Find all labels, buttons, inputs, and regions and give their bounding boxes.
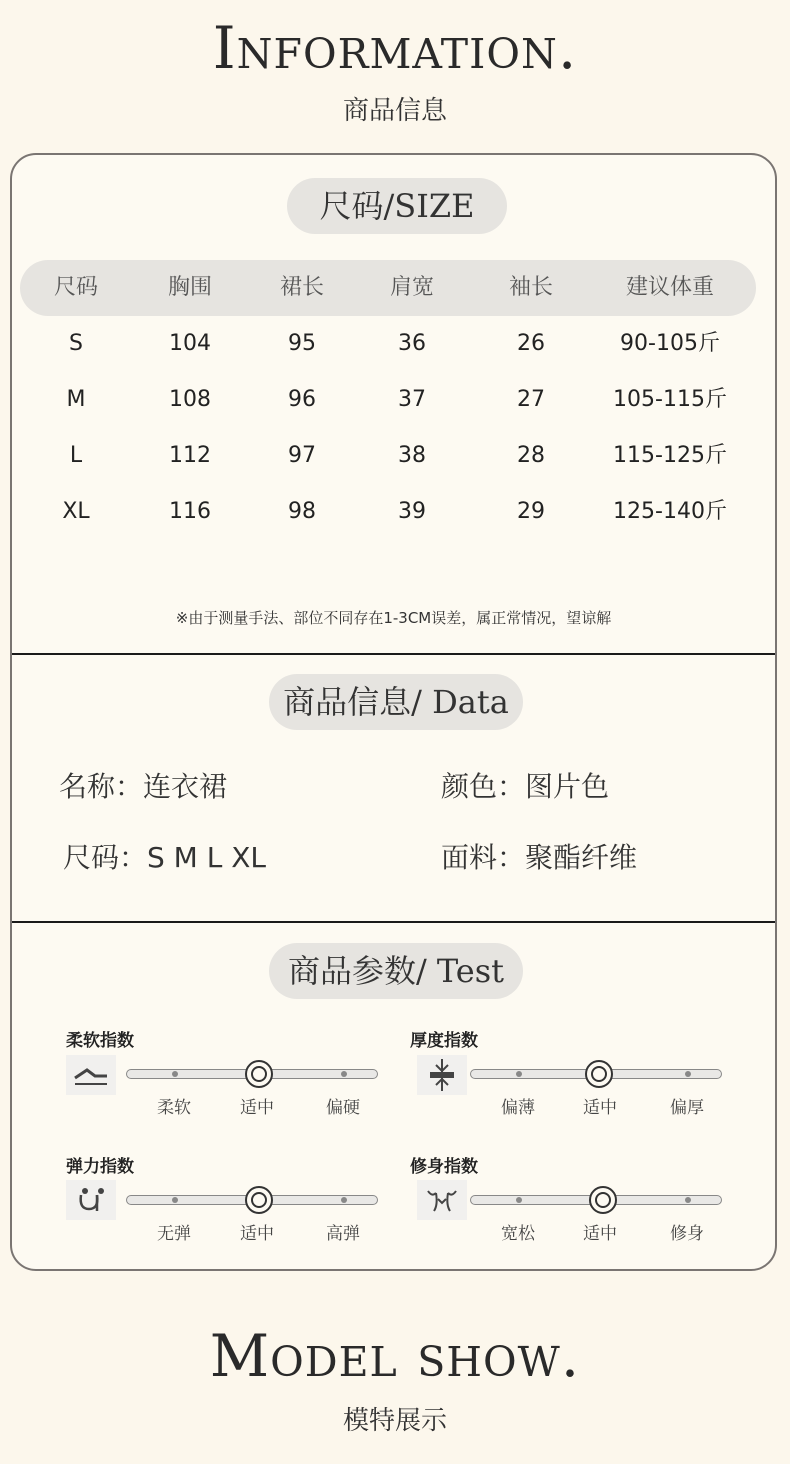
table-cell: 116 [169,499,211,524]
elasticity-title: 弹力指数 [66,1157,134,1177]
scale-dot [685,1197,691,1203]
thickness-icon [417,1055,467,1095]
test-section-pill: 商品参数/ Test [269,943,523,999]
product-sizes: 尺码：S M L XL [63,841,267,874]
softness-icon [66,1055,116,1095]
model-show-subheading: 模特展示 [342,1406,447,1436]
elasticity-icon [66,1180,116,1220]
table-cell: L [69,443,83,468]
scale-label: 适中 [240,1224,274,1244]
table-cell: 27 [517,387,545,412]
data-section-pill: 商品信息/ Data [269,674,523,730]
scale-label: 适中 [583,1224,617,1244]
elasticity-scale [126,1195,378,1205]
fit-title: 修身指数 [410,1157,478,1177]
scale-dot [172,1071,178,1077]
table-cell: 95 [288,331,316,356]
table-cell: 96 [288,387,316,412]
thickness-scale [470,1069,722,1079]
table-cell: 39 [398,499,426,524]
fit-indicator [589,1186,617,1214]
product-info-card [10,153,777,1271]
col-weight: 建议体重 [625,275,714,300]
scale-dot [341,1197,347,1203]
elasticity-indicator [245,1186,273,1214]
col-sleeve: 袖长 [508,275,553,300]
table-row [20,316,756,372]
col-shoulder: 肩宽 [389,275,434,300]
model-show-heading: Model show. [209,1322,581,1390]
scale-label: 适中 [240,1098,274,1118]
col-bust: 胸围 [167,275,212,300]
table-cell: 38 [398,443,426,468]
table-cell: 26 [517,331,545,356]
product-fabric: 面料：聚酯纤维 [441,841,638,874]
information-subheading: 商品信息 [342,96,447,126]
table-cell: 115-125斤 [613,443,727,468]
fit-icon [417,1180,467,1220]
table-cell: 105-115斤 [613,387,727,412]
table-cell: 90-105斤 [620,331,720,356]
table-row [20,484,756,540]
information-heading: Information. [212,14,578,82]
measurement-note: ※由于测量手法、部位不同存在1-3CM误差，属正常情况，望谅解 [175,609,612,627]
scale-label: 无弹 [157,1224,191,1244]
softness-scale [126,1069,378,1079]
scale-dot [341,1071,347,1077]
softness-title: 柔软指数 [66,1031,134,1051]
table-row [20,428,756,484]
col-size: 尺码 [53,275,98,300]
table-cell: 108 [169,387,211,412]
scale-label: 宽松 [501,1224,535,1244]
table-cell: 97 [288,443,316,468]
table-cell: 29 [517,499,545,524]
scale-label: 偏厚 [670,1098,704,1118]
section-divider [12,921,775,923]
scale-label: 偏硬 [326,1098,360,1118]
col-length: 裙长 [279,275,324,300]
softness-indicator [245,1060,273,1088]
product-name: 名称：连衣裙 [59,770,228,803]
table-cell: 112 [169,443,211,468]
table-cell: M [66,387,86,412]
thickness-indicator [585,1060,613,1088]
scale-label: 适中 [583,1098,617,1118]
scale-dot [172,1197,178,1203]
scale-label: 偏薄 [501,1098,535,1118]
table-row [20,372,756,428]
table-cell: 98 [288,499,316,524]
table-cell: 125-140斤 [613,499,727,524]
size-section-pill: 尺码/SIZE [287,178,507,234]
fit-scale [470,1195,722,1205]
table-cell: 36 [398,331,426,356]
section-divider [12,653,775,655]
thickness-title: 厚度指数 [410,1031,478,1051]
product-color: 颜色：图片色 [441,770,610,803]
size-table-header [20,260,756,316]
table-cell: S [69,331,83,356]
scale-dot [685,1071,691,1077]
table-cell: XL [62,499,90,524]
scale-dot [516,1197,522,1203]
scale-dot [516,1071,522,1077]
table-cell: 28 [517,443,545,468]
scale-label: 柔软 [157,1098,191,1118]
scale-label: 高弹 [326,1224,360,1244]
scale-label: 修身 [670,1224,704,1244]
table-cell: 37 [398,387,426,412]
table-cell: 104 [169,331,211,356]
